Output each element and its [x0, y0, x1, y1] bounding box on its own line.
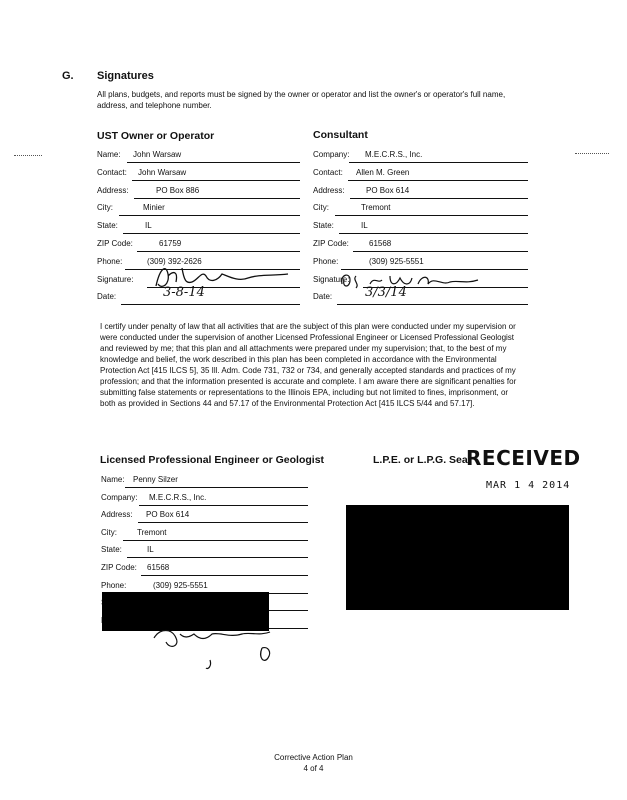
professional-field-row: [101, 509, 308, 523]
owner-field-label: Address:: [97, 185, 129, 195]
owner-field-row: [97, 238, 300, 252]
professional-field-value: Tremont: [137, 527, 167, 537]
professional-field-value: IL: [147, 545, 154, 555]
professional-field-line: [125, 487, 308, 488]
professional-field-label: State:: [101, 545, 122, 555]
owner-field-value: 61759: [159, 239, 182, 248]
consultant-field-row: [313, 185, 528, 199]
professional-field-label: City:: [101, 527, 117, 537]
consultant-field-row: [313, 220, 528, 234]
owner-field-label: Name:: [97, 150, 121, 159]
owner-field-line: [119, 215, 300, 216]
owner-field-value: Minier: [143, 203, 165, 213]
professional-field-label: Phone:: [101, 580, 127, 590]
consultant-field-line: [348, 180, 528, 181]
professional-field-label: Name:: [101, 475, 125, 484]
owner-field-line: [137, 251, 300, 252]
professional-field-label: Company:: [101, 492, 138, 502]
seal-label: L.P.E. or L.P.G. Seal: [373, 454, 471, 466]
consultant-field-label: ZIP Code:: [313, 239, 349, 248]
footer-title: Corrective Action Plan: [274, 753, 353, 762]
professional-signature: [150, 624, 300, 672]
professional-field-label: ZIP Code:: [101, 563, 137, 572]
section-title: Signatures: [97, 70, 154, 82]
professional-field-label: Address:: [101, 510, 133, 520]
owner-field-value: (309) 392-2626: [147, 256, 202, 266]
consultant-field-label: Contact:: [313, 167, 343, 177]
consultant-field-label: Phone:: [313, 256, 339, 266]
owner-field-row: [97, 220, 300, 234]
owner-field-value: John Warsaw: [133, 150, 182, 159]
owner-field-line: [121, 304, 300, 305]
consultant-field-label: Signature:: [313, 274, 350, 284]
consultant-field-label: State:: [313, 221, 334, 231]
consultant-field-row: [313, 202, 528, 216]
professional-heading: Licensed Professional Engineer or Geologist: [100, 454, 325, 466]
owner-field-label: City:: [97, 203, 113, 213]
received-date: MAR 1 4 2014: [486, 480, 571, 491]
consultant-field-row: [313, 285, 528, 305]
professional-field-value: M.E.C.R.S., Inc.: [149, 492, 207, 502]
received-stamp: RECEIVED: [466, 446, 581, 470]
professional-field-line: [139, 505, 308, 506]
consultant-field-label: Address:: [313, 185, 345, 195]
consultant-field-line: [349, 162, 528, 163]
consultant-field-line: [335, 215, 528, 216]
owner-field-row: [97, 167, 300, 181]
consultant-field-label: City:: [313, 203, 329, 213]
consultant-signature: [338, 270, 488, 292]
owner-field-line: [132, 180, 300, 181]
footer: [0, 752, 627, 774]
professional-field-value: (309) 925-5551: [153, 580, 208, 590]
consultant-field-row: [313, 167, 528, 181]
owner-field-label: Contact:: [97, 167, 127, 177]
consultant-field-row: [313, 149, 528, 163]
owner-field-value: John Warsaw: [138, 167, 187, 177]
certification-text: I certify under penalty of law that all activities that are the subject of this plan were conducted under my supervision or were conducted under the supervision of another Licensed Professional Engineer or Licensed Professional Geologist and reviewed by me; that this plan and all attachments were prepared under my supervision; that, to the best of my knowledge and belief, the work described in this plan has been completed in accordance with the Environmental Protection Act [415 ILCS 5], 35 Ill. Adm. Code 731, 732 or 734, and generally accepted standards and practices of my profession; and that the information presented is accurate and complete. I am aware there are significant penalties for submitting false statements or representations to the Illinois EPA, including but not limited to fines, imprisonment, or both as provided in Sections 44 and 57.17 of the Environmental Protection Act [415 ILCS 5/44 and 57.17].: [100, 322, 517, 408]
consultant-field-value: Allen M. Green: [356, 167, 410, 177]
consultant-field-line: [353, 251, 528, 252]
consultant-field-label: Company:: [313, 150, 350, 159]
owner-field-value: 3-8-14: [163, 285, 205, 301]
margin-mark: [575, 153, 609, 154]
owner-heading: UST Owner or Operator: [97, 130, 215, 142]
professional-field-line: [141, 575, 308, 576]
consultant-field-value: Tremont: [361, 203, 391, 213]
consultant-field-label: Date:: [313, 292, 333, 302]
owner-field-line: [123, 233, 300, 234]
consultant-field-value: IL: [361, 221, 368, 231]
consultant-field-line: [339, 233, 528, 234]
consultant-field-value: 3/3/14: [365, 285, 407, 301]
consultant-field-row: [313, 238, 528, 252]
owner-field-row: [97, 149, 300, 163]
professional-field-row: [101, 527, 308, 541]
owner-field-label: ZIP Code:: [97, 239, 133, 248]
professional-field-row: [101, 544, 308, 558]
margin-mark: [14, 155, 42, 156]
owner-field-label: State:: [97, 221, 118, 231]
consultant-field-line: [350, 198, 528, 199]
seal-redaction: [346, 505, 569, 610]
professional-field-line: [127, 557, 308, 558]
owner-field-line: [134, 198, 300, 199]
professional-field-line: [138, 522, 308, 523]
owner-signature: [148, 262, 298, 292]
consultant-field-line: [337, 304, 528, 305]
professional-field-line: [123, 540, 308, 541]
consultant-field-value: (309) 925-5551: [369, 256, 424, 266]
professional-field-value: 61568: [147, 563, 170, 572]
professional-field-row: [101, 492, 308, 506]
owner-field-value: IL: [145, 221, 152, 231]
owner-field-row: [97, 202, 300, 216]
owner-field-label: Signature:: [97, 274, 134, 284]
section-number: G.: [62, 70, 74, 82]
consultant-field-row: [313, 256, 528, 270]
professional-field-value: Penny Silzer: [133, 475, 178, 484]
owner-field-value: PO Box 886: [156, 185, 200, 195]
professional-field-row: [101, 562, 308, 576]
owner-field-row: [97, 185, 300, 199]
professional-field-value: PO Box 614: [146, 510, 190, 520]
consultant-field-value: M.E.C.R.S., Inc.: [365, 150, 423, 159]
consultant-heading: Consultant: [313, 129, 368, 141]
intro-text: All plans, budgets, and reports must be signed by the owner or operator and list the owner's or operator's full name, address, and telephone number.: [97, 90, 506, 110]
consultant-field-value: 61568: [369, 239, 392, 248]
owner-field-label: Date:: [97, 292, 117, 302]
footer-page: 4 of 4: [303, 764, 324, 773]
consultant-field-value: PO Box 614: [366, 185, 410, 195]
professional-field-row: [101, 474, 308, 488]
owner-field-line: [127, 162, 300, 163]
owner-field-row: [97, 285, 300, 305]
owner-field-label: Phone:: [97, 256, 123, 266]
